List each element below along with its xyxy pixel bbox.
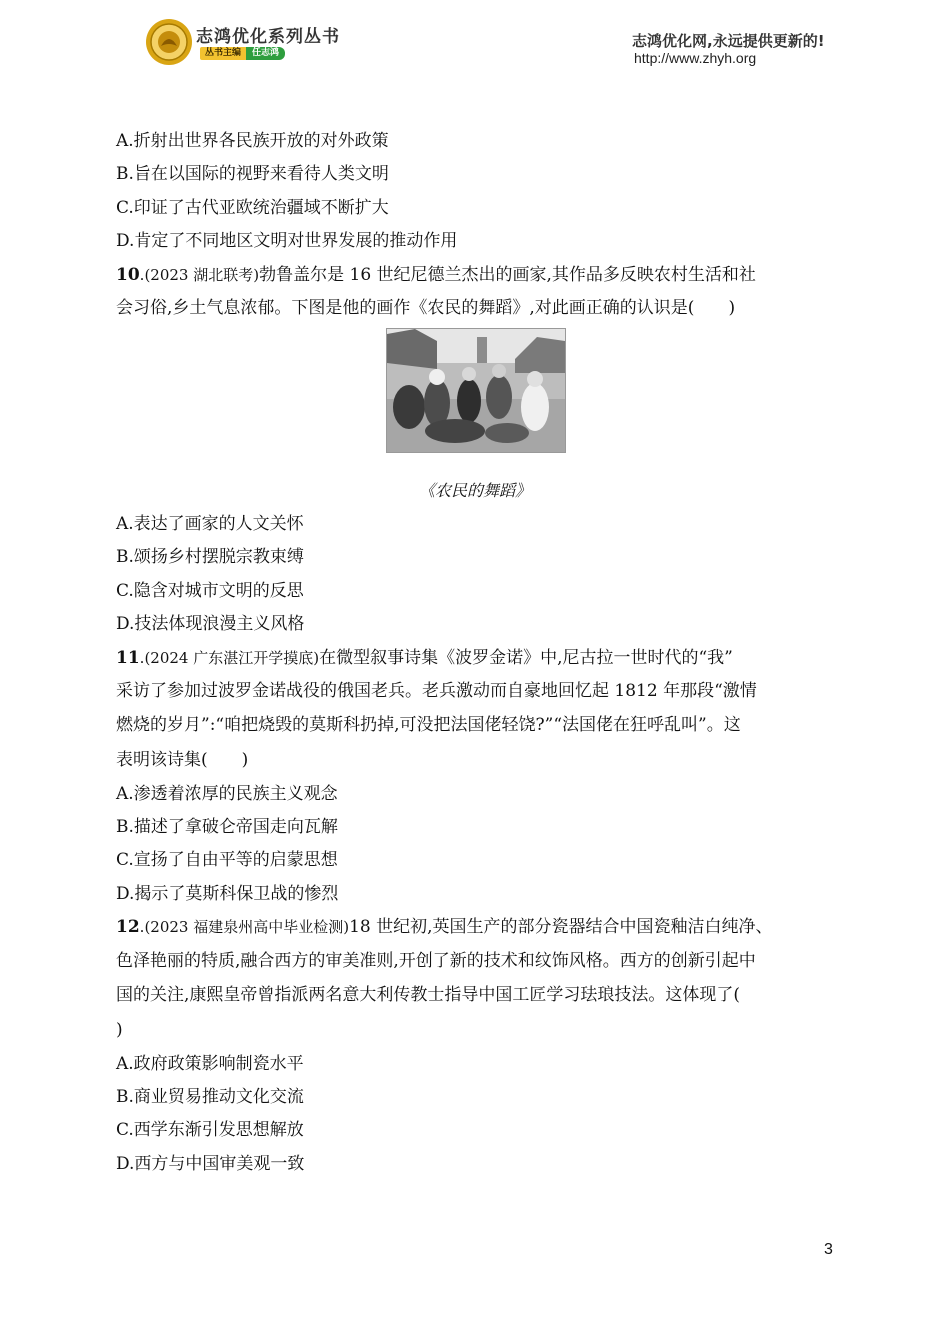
page-header xyxy=(0,0,950,80)
q12-stem-line-2: 色泽艳丽的特质,融合西方的审美准则,开创了新的技术和纹饰风格。西方的创新引起中 xyxy=(116,951,756,971)
q9-option-b: B.旨在以国际的视野来看待人类文明 xyxy=(116,164,389,184)
q12-stem-line-3: 国的关注,康熙皇帝曾指派两名意大利传教士指导中国工匠学习珐琅技法。这体现了( xyxy=(116,985,741,1005)
q11-stem-line xyxy=(116,647,733,669)
q11-source: .(2024 广东湛江开学摸底) xyxy=(139,649,320,667)
q11-option-c: C.宣扬了自由平等的启蒙思想 xyxy=(116,850,338,870)
q12-stem-line-4: ) xyxy=(116,1020,123,1040)
painting-image-icon xyxy=(387,329,565,452)
q12-option-d: D.西方与中国审美观一致 xyxy=(116,1154,305,1174)
editor-name: 任志鸿 xyxy=(246,47,285,60)
q10-stem-line xyxy=(116,264,756,286)
q10-option-a: A.表达了画家的人文关怀 xyxy=(116,514,304,534)
q10-option-c: C.隐含对城市文明的反思 xyxy=(116,581,304,601)
q10-option-d: D.技法体现浪漫主义风格 xyxy=(116,614,305,634)
q12-source: .(2023 福建泉州高中毕业检测) xyxy=(139,918,350,936)
q11-stem-line-3: 燃烧的岁月”:“咱把烧毁的莫斯科扔掉,可没把法国佬轻饶?”“法国佬在狂呼乱叫”。这 xyxy=(116,715,741,735)
editor-label: 丛书主编 xyxy=(200,47,246,60)
site-url[interactable]: http://www.zhyh.org xyxy=(634,50,757,66)
q9-option-d: D.肯定了不同地区文明对世界发展的推动作用 xyxy=(116,231,458,251)
peasant-dance-painting xyxy=(386,328,566,453)
q11-option-d: D.揭示了莫斯科保卫战的惨烈 xyxy=(116,884,339,904)
page-number: 3 xyxy=(824,1241,833,1258)
q11-option-b: B.描述了拿破仑帝国走向瓦解 xyxy=(116,817,338,837)
q12-stem-text: 18 世纪初,英国生产的部分瓷器结合中国瓷釉洁白纯净、 xyxy=(349,917,773,937)
q12-option-b: B.商业贸易推动文化交流 xyxy=(116,1087,304,1107)
q11-stem-line-4: 表明该诗集( ) xyxy=(116,750,249,770)
q11-number: 11 xyxy=(116,648,140,668)
q10-option-b: B.颂扬乡村摆脱宗教束缚 xyxy=(116,547,304,567)
q12-stem-line xyxy=(116,916,773,938)
figure-caption: 《农民的舞蹈》 xyxy=(418,481,531,500)
q11-option-a: A.渗透着浓厚的民族主义观念 xyxy=(116,784,338,804)
q10-number: 10 xyxy=(116,265,140,285)
series-title: 志鸿优化系列丛书 xyxy=(196,27,340,47)
q12-number: 12 xyxy=(116,917,140,937)
publisher-logo-icon xyxy=(145,18,193,66)
slogan: 志鸿优化网,永远提供更新的! xyxy=(632,32,825,50)
editor-bar xyxy=(200,47,285,60)
q11-stem-text: 在微型叙事诗集《波罗金诺》中,尼古拉一世时代的“我” xyxy=(319,648,733,668)
q11-stem-line-2: 采访了参加过波罗金诺战役的俄国老兵。老兵激动而自豪地回忆起 1812 年那段“激情 xyxy=(116,681,757,701)
q9-option-a: A.折射出世界各民族开放的对外政策 xyxy=(116,131,389,151)
q12-option-a: A.政府政策影响制瓷水平 xyxy=(116,1054,304,1074)
q10-stem-line-2: 会习俗,乡土气息浓郁。下图是他的画作《农民的舞蹈》,对此画正确的认识是( ) xyxy=(116,298,736,318)
q10-stem-text: 勃鲁盖尔是 16 世纪尼德兰杰出的画家,其作品多反映农村生活和社 xyxy=(259,265,756,285)
q12-option-c: C.西学东渐引发思想解放 xyxy=(116,1120,304,1140)
q9-option-c: C.印证了古代亚欧统治疆域不断扩大 xyxy=(116,198,389,218)
q10-source: .(2023 湖北联考) xyxy=(139,266,260,284)
